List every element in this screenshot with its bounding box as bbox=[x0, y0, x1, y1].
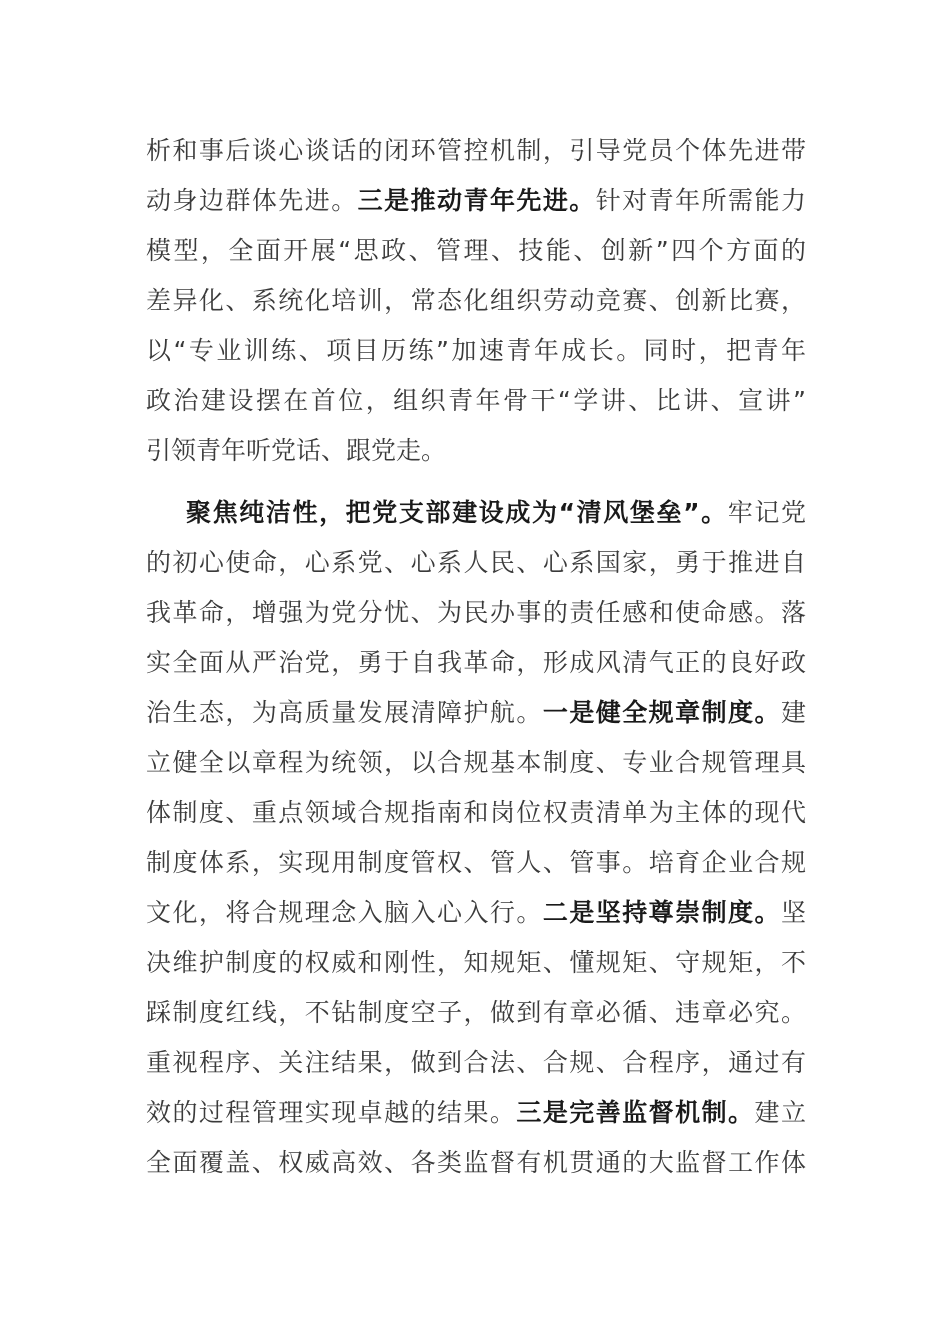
text-line bbox=[146, 988, 806, 1038]
text-line bbox=[146, 1138, 806, 1188]
text-line bbox=[146, 1088, 806, 1138]
text-line bbox=[146, 276, 806, 326]
text-run: 坚 bbox=[780, 898, 806, 927]
text-run: 以“专业训练、项目历练”加速青年成长。同时，把青年 bbox=[146, 336, 806, 365]
text-run: 体制度、重点领域合规指南和岗位权责清单为主体的现代 bbox=[146, 798, 806, 827]
text-line bbox=[146, 788, 806, 838]
text-run: 政治建设摆在首位，组织青年骨干“学讲、比讲、宣讲” bbox=[146, 386, 806, 415]
text-run: 制度体系，实现用制度管权、管人、管事。培育企业合规 bbox=[146, 848, 806, 877]
text-run: 建 bbox=[780, 698, 806, 727]
text-run: 引领青年听党话、跟党走。 bbox=[146, 436, 447, 465]
bold-heading-run: 一是健全规章制度。 bbox=[542, 698, 781, 727]
text-run: 决维护制度的权威和刚性，知规矩、懂规矩、守规矩，不 bbox=[146, 948, 806, 977]
text-run: 牢记党 bbox=[727, 498, 806, 527]
text-line bbox=[146, 226, 806, 276]
text-run: 全面覆盖、权威高效、各类监督有机贯通的大监督工作体 bbox=[146, 1148, 806, 1177]
text-line bbox=[146, 176, 806, 226]
text-line bbox=[146, 838, 806, 888]
text-run: 效的过程管理实现卓越的结果。 bbox=[146, 1098, 517, 1127]
text-run: 治生态，为高质量发展清障护航。 bbox=[146, 698, 543, 727]
text-line bbox=[146, 738, 806, 788]
text-run: 实全面从严治党，勇于自我革命，形成风清气正的良好政 bbox=[146, 648, 806, 677]
text-line bbox=[146, 426, 806, 476]
text-line bbox=[146, 126, 806, 176]
text-run: 重视程序、关注结果，做到合法、合规、合程序，通过有 bbox=[146, 1048, 806, 1077]
text-run: 建立 bbox=[754, 1098, 806, 1127]
text-line bbox=[146, 888, 806, 938]
text-run: 立健全以章程为统领，以合规基本制度、专业合规管理具 bbox=[146, 748, 806, 777]
section-heading-run: 聚焦纯洁性，把党支部建设成为“清风堡垒”。 bbox=[186, 498, 728, 527]
text-run: 我革命，增强为党分忧、为民办事的责任感和使命感。落 bbox=[146, 598, 806, 627]
bold-heading-run: 三是推动青年先进。 bbox=[357, 186, 596, 215]
text-line bbox=[146, 326, 806, 376]
text-line bbox=[146, 376, 806, 426]
text-run: 差异化、系统化培训，常态化组织劳动竞赛、创新比赛， bbox=[146, 286, 806, 315]
text-line bbox=[146, 538, 806, 588]
text-run: 模型，全面开展“思政、管理、技能、创新”四个方面的 bbox=[146, 236, 806, 265]
bold-heading-run: 二是坚持尊崇制度。 bbox=[542, 898, 781, 927]
text-run: 析和事后谈心谈话的闭环管控机制，引导党员个体先进带 bbox=[146, 136, 806, 165]
text-run: 针对青年所需能力 bbox=[595, 186, 806, 215]
paragraph-first-line bbox=[186, 488, 806, 538]
text-line bbox=[146, 688, 806, 738]
text-run: 文化，将合规理念入脑入心入行。 bbox=[146, 898, 543, 927]
text-run: 踩制度红线，不钻制度空子，做到有章必循、违章必究。 bbox=[146, 998, 806, 1027]
text-run: 的初心使命，心系党、心系人民、心系国家，勇于推进自 bbox=[146, 548, 806, 577]
text-line bbox=[146, 638, 806, 688]
bold-heading-run: 三是完善监督机制。 bbox=[516, 1098, 755, 1127]
text-line bbox=[146, 938, 806, 988]
text-line bbox=[146, 588, 806, 638]
text-line bbox=[146, 1038, 806, 1088]
text-run: 动身边群体先进。 bbox=[146, 186, 358, 215]
